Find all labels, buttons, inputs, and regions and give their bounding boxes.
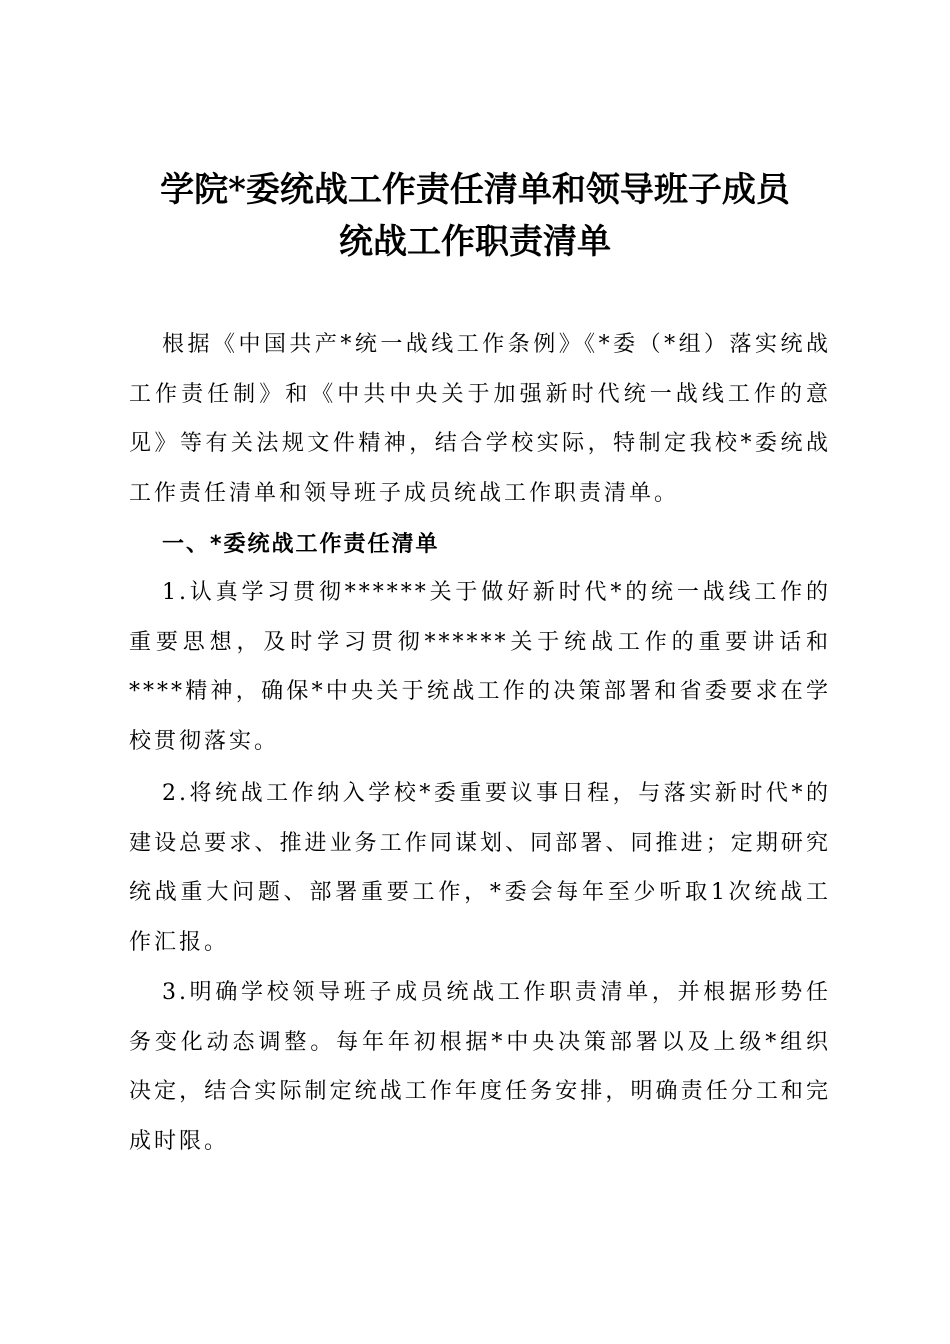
section-heading-1: 一、*委统战工作责任清单 [162, 532, 440, 557]
list-item-1: 1.认真学习贯彻******关于做好新时代*的统一战线工作的重要思想，及时学习贯彻******关于统战工作的重要讲话和****精神，确保*中央关于统战工作的决策部署和省委要求在学校贯彻落实。 [129, 580, 831, 754]
document-title-line-2: 统战工作职责清单 [339, 222, 611, 262]
list-item-2: 2.将统战工作纳入学校*委重要议事日程，与落实新时代*的建设总要求、推进业务工作同谋划、同部署、同推进；定期研究统战重大问题、部署重要工作，*委会每年至少听取1次统战工作汇报。 [129, 781, 831, 955]
intro-paragraph: 根据《中国共产*统一战线工作条例》《*委（*组）落实统战工作责任制》和《中共中央关于加强新时代统一战线工作的意见》等有关法规文件精神，结合学校实际，特制定我校*委统战工作责任清单和领导班子成员统战工作职责清单。 [129, 332, 831, 506]
list-item-3: 3.明确学校领导班子成员统战工作职责清单，并根据形势任务变化动态调整。每年年初根据*中央决策部署以及上级*组织决定，结合实际制定统战工作年度任务安排，明确责任分工和完成时限。 [129, 980, 831, 1154]
document-title-line-1: 学院*委统战工作责任清单和领导班子成员 [160, 170, 790, 210]
